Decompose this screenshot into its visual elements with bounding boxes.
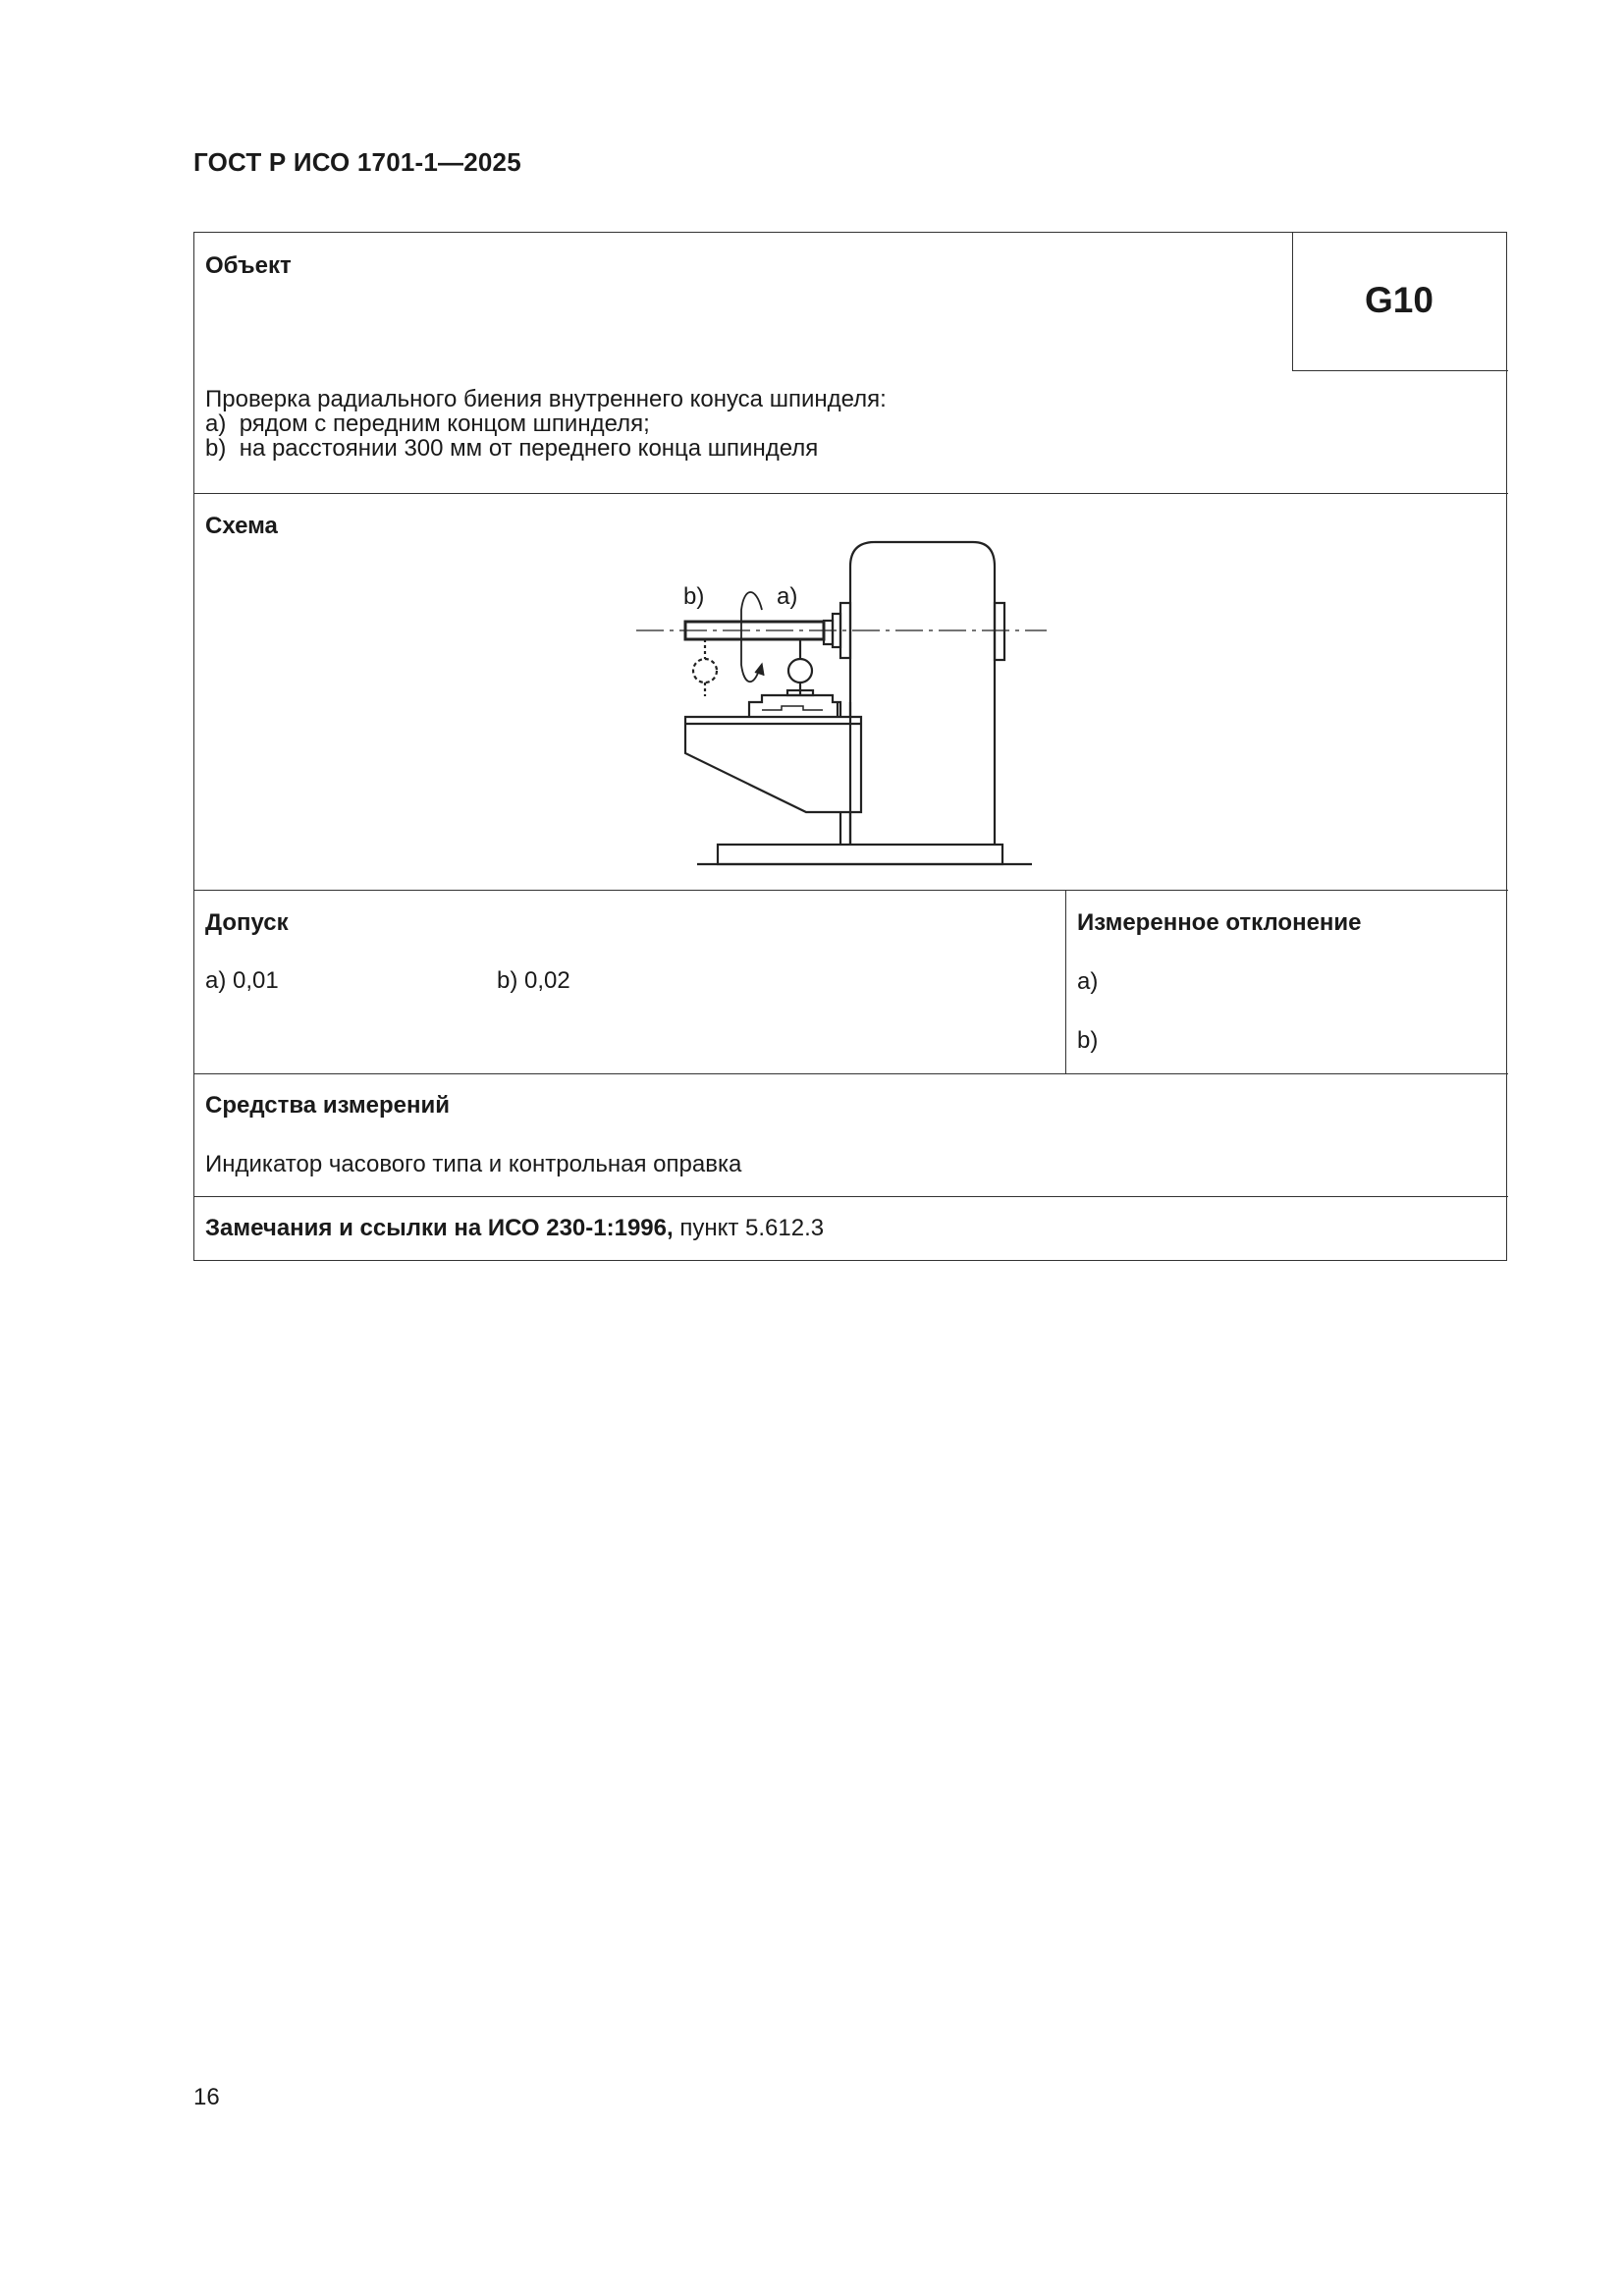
description-item-b-text: на расстоянии 300 мм от переднего конца шпинделя (239, 435, 819, 462)
test-code: G10 (1365, 280, 1434, 320)
indicator-a-dial (788, 659, 812, 683)
machine-column (850, 542, 995, 845)
remarks-label: Замечания и ссылки на ИСО 230-1:1996, (205, 1215, 674, 1241)
divider-instruments-remarks (194, 1196, 1508, 1197)
object-label: Объект (205, 252, 292, 279)
instruments-text: Индикатор часового типа и контрольная оправка (205, 1151, 742, 1177)
base-plate (718, 845, 1002, 864)
remarks-row (205, 1215, 824, 1243)
description-item-a-text: рядом с передним концом шпинделя; (239, 410, 650, 437)
tolerance-a: a) 0,01 (205, 967, 279, 994)
rear-boss (995, 603, 1004, 660)
diagram-label-a: a) (777, 583, 798, 610)
deviation-label: Измеренное отклонение (1077, 909, 1362, 936)
knee-table (685, 717, 861, 812)
instruments-label: Средства измерений (205, 1092, 451, 1119)
deviation-a: a) (1077, 968, 1099, 995)
description-item-a-marker: a) (205, 410, 227, 437)
remarks-text: пункт 5.612.3 (679, 1215, 825, 1241)
schema-label: Схема (205, 513, 278, 539)
tolerance-label: Допуск (205, 909, 289, 936)
divider-tolerance-deviation (1065, 890, 1066, 1073)
diagram-label-b: b) (683, 583, 705, 610)
machine-schematic (194, 233, 1508, 890)
deviation-b: b) (1077, 1027, 1099, 1054)
divider-tolerance-instruments (194, 1073, 1508, 1074)
description-intro: Проверка радиального биения внутреннего конуса шпинделя: (205, 386, 887, 412)
test-card-table (193, 232, 1507, 1261)
tolerance-b: b) 0,02 (497, 967, 570, 994)
description-item-b-marker: b) (205, 435, 227, 462)
divider-schema-tolerance (194, 890, 1508, 891)
document-header: ГОСТ Р ИСО 1701-1—2025 (193, 147, 521, 177)
rotation-arrowhead (755, 664, 764, 676)
indicator-b-dial (693, 659, 717, 683)
saddle-detail (762, 706, 823, 710)
page-number: 16 (193, 2084, 220, 2110)
